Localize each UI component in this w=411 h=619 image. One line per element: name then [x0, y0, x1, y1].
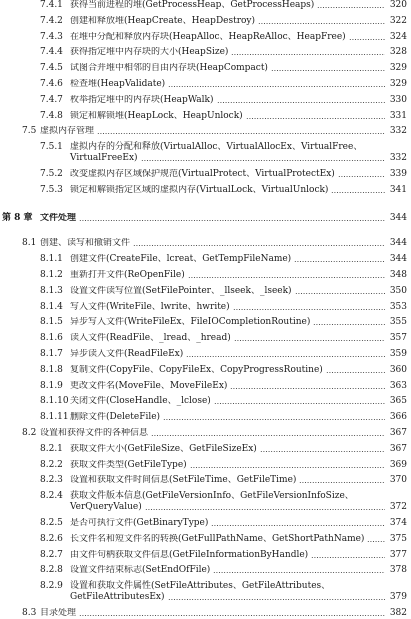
toc-leader-dots	[313, 324, 385, 325]
toc-number: 8.1.11	[40, 412, 69, 423]
toc-page-number: 329	[389, 63, 407, 74]
toc-leader-dots	[246, 118, 385, 119]
toc-leader-dots	[331, 192, 385, 193]
toc-title: 设置和获取文件属性(SetFileAttributes、GetFileAttributes、GetFileAttributesEx)	[70, 581, 331, 603]
toc-number: 8.1.10	[40, 396, 69, 407]
toc-title: 读入文件(ReadFile、_lread、_hread)	[70, 333, 231, 344]
toc-title: 创建文件(CreateFile、lcreat、GetTempFileName)	[70, 254, 292, 265]
toc-title: 设置文件结束标志(SetEndOfFile)	[70, 565, 211, 576]
toc-page-number: 339	[389, 169, 407, 179]
toc-subsection	[0, 491, 411, 513]
toc-leader-dots	[213, 572, 385, 573]
toc-page-number: 331	[389, 110, 407, 121]
toc-subsection	[0, 142, 411, 164]
toc-subsection	[0, 32, 411, 43]
toc-title: 关闭文件(CloseHandle、_lclose)	[70, 396, 211, 407]
toc-title: 获得指定堆中内存块的大小(HeapSize)	[70, 47, 229, 58]
toc-title: 设置和获取文件时间信息(SetFileTime、GetFileTime)	[70, 475, 297, 486]
toc-number: 7.4.1	[40, 0, 63, 10]
toc-title: 是否可执行文件(GetBinaryType)	[70, 518, 209, 528]
toc-number: 第 8 章	[2, 212, 33, 223]
toc-subsection	[0, 581, 411, 603]
toc-number: 7.4.7	[40, 94, 63, 105]
toc-title: 锁定和解锁堆(HeapLock、HeapUnlock)	[70, 110, 243, 121]
toc-page-number: 353	[389, 301, 407, 312]
toc-title: 更改文件名(MoveFile、MoveFileEx)	[70, 380, 228, 391]
toc-leader-dots	[349, 39, 385, 40]
toc-title: 长文件名和短文件名的转换(GetFullPathName、GetShortPathName)	[70, 533, 365, 544]
toc-subsection	[0, 365, 411, 376]
toc-subsection	[0, 475, 411, 486]
toc-title: 枚举指定堆中的内存块(HeapWalk)	[70, 94, 214, 105]
toc-subsection	[0, 381, 411, 392]
toc-leader-dots	[168, 599, 386, 600]
toc-number: 7.4.8	[40, 110, 63, 121]
toc-number: 7.5.2	[40, 169, 63, 179]
toc-subsection	[0, 534, 411, 545]
toc-title: 虚拟内存的分配和释放(VirtualAlloc、VirtualAllocEx、VirtualFree、VirtualFreeEx)	[70, 142, 363, 164]
toc-page-number: 372	[389, 502, 407, 513]
toc-number: 7.5.3	[40, 184, 63, 195]
toc-leader-dots	[317, 7, 385, 8]
toc-page-number: 382	[389, 608, 407, 618]
toc-page-number: 350	[389, 285, 407, 296]
toc-leader-dots	[141, 160, 385, 161]
toc-page-number: 370	[389, 475, 407, 486]
toc-title: 在堆中分配和释放内存块(HeapAlloc、HeapReAlloc、HeapFree)	[70, 31, 346, 42]
toc-title: 异步读入文件(ReadFileEx)	[70, 349, 184, 359]
toc-leader-dots	[214, 403, 385, 404]
toc-subsection	[0, 317, 411, 328]
toc-number: 8.2.7	[40, 549, 63, 560]
toc-subsection	[0, 47, 411, 58]
toc-subsection	[0, 412, 411, 423]
toc-number: 8.1.9	[40, 380, 63, 391]
toc-title: 创建和释放堆(HeapCreate、HeapDestroy)	[70, 15, 256, 26]
toc-section	[0, 126, 411, 137]
toc-title: 试图合并堆中相邻的自由内存块(HeapCompact)	[70, 63, 268, 74]
toc-number: 8.2.5	[40, 518, 63, 528]
toc-number: 7.4.2	[40, 15, 63, 26]
toc-section	[0, 238, 411, 249]
toc-page-number: 374	[389, 518, 407, 528]
toc-number: 7.4.6	[40, 79, 63, 89]
toc-page-number: 324	[389, 31, 407, 42]
toc-subsection	[0, 254, 411, 265]
toc-page-number: 320	[389, 0, 407, 10]
toc-leader-dots	[234, 340, 385, 341]
toc-page-number: 359	[389, 349, 407, 359]
toc-number: 8.1.1	[40, 254, 63, 265]
toc-number: 8.2	[22, 428, 37, 438]
toc-leader-dots	[299, 482, 385, 483]
toc-page-number: 332	[389, 126, 407, 137]
toc-number: 8.1.8	[40, 364, 63, 375]
toc-leader-dots	[97, 133, 385, 134]
toc-page-number: 330	[389, 94, 407, 105]
toc-title: 检查堆(HeapValidate)	[70, 79, 166, 89]
toc-number: 7.5.1	[40, 142, 63, 153]
toc-subsection	[0, 444, 411, 455]
toc-subsection	[0, 169, 411, 180]
toc-number: 8.1.4	[40, 301, 63, 312]
toc-number: 8.1.3	[40, 285, 63, 296]
toc-page-number: 367	[389, 443, 407, 454]
toc-number: 8.2.6	[40, 533, 63, 544]
toc-number: 8.1.2	[40, 270, 63, 280]
toc-page-number: 363	[389, 380, 407, 391]
toc-title: 创建、读写和撤销文件	[40, 238, 131, 249]
toc-number: 8.2.8	[40, 565, 63, 576]
toc-leader-dots	[231, 54, 385, 55]
toc-page-number: 332	[389, 153, 407, 164]
toc-leader-dots	[294, 261, 385, 262]
toc-leader-dots	[168, 86, 385, 87]
toc-title: 锁定和解锁指定区域的虚拟内存(VirtualLock、VirtualUnlock)	[70, 184, 329, 195]
toc-number: 8.2.1	[40, 443, 63, 454]
toc-page-number: 341	[389, 184, 407, 195]
toc-page-number: 344	[389, 212, 407, 223]
toc-leader-dots	[326, 372, 385, 373]
toc-leader-dots	[145, 509, 385, 510]
toc-page-number: 328	[389, 47, 407, 58]
toc-leader-dots	[230, 388, 385, 389]
toc-title: 复制文件(CopyFile、CopyFileEx、CopyProgressRoutine)	[70, 364, 323, 375]
toc-page-number: 375	[389, 533, 407, 544]
toc-leader-dots	[367, 541, 385, 542]
toc-title: 重新打开文件(ReOpenFile)	[70, 270, 185, 280]
toc-subsection	[0, 16, 411, 27]
toc-page-number: 378	[389, 565, 407, 576]
toc-leader-dots	[217, 102, 386, 103]
toc-leader-dots	[133, 245, 385, 246]
toc-title: 设置和获得文件的各种信息	[40, 428, 149, 438]
toc-number: 8.1	[22, 238, 37, 249]
toc-leader-dots	[258, 23, 385, 24]
toc-number: 8.2.3	[40, 475, 63, 486]
toc-page-number: 344	[389, 254, 407, 265]
toc-title: 异步写入文件(WriteFileEx、FileIOCompletionRoutine)	[70, 317, 311, 328]
toc-subsection	[0, 95, 411, 106]
toc-section	[0, 428, 411, 439]
toc-leader-dots	[338, 176, 385, 177]
toc-subsection	[0, 111, 411, 122]
toc-page-number: 322	[389, 15, 407, 26]
toc-subsection	[0, 63, 411, 74]
toc-title: 获取文件版本信息(GetFileVersionInfo、GetFileVersionInfoSize、VerQueryValue)	[70, 491, 354, 513]
toc-leader-dots	[163, 419, 385, 420]
toc-subsection	[0, 333, 411, 344]
toc-number: 8.1.5	[40, 317, 63, 328]
toc-subsection	[0, 286, 411, 297]
toc-subsection	[0, 0, 411, 11]
toc-subsection	[0, 518, 411, 529]
toc-leader-dots	[311, 557, 385, 558]
toc-title: 写入文件(WriteFile、lwrite、hwrite)	[70, 301, 230, 312]
toc-leader-dots	[79, 615, 385, 616]
toc-title: 改变虚拟内存区域保护规范(VirtualProtect、VirtualProtectEx)	[70, 169, 335, 179]
toc-page-number: 360	[389, 364, 407, 375]
toc-title: 虚拟内存管理	[40, 126, 95, 137]
toc-subsection	[0, 349, 411, 360]
toc-number: 8.2.4	[40, 491, 63, 502]
toc-subsection	[0, 270, 411, 281]
toc-number: 8.1.7	[40, 349, 63, 359]
toc-subsection	[0, 79, 411, 90]
toc-page-number: 355	[389, 317, 407, 328]
toc-leader-dots	[186, 356, 385, 357]
toc-title: 文件处理	[40, 212, 77, 223]
toc-subsection	[0, 302, 411, 313]
toc-page-number: 329	[389, 79, 407, 89]
toc-leader-dots	[271, 70, 385, 71]
toc-title: 目录处理	[40, 608, 77, 618]
toc-title: 设置文件读写位置(SetFilePointer、_llseek、_lseek)	[70, 285, 292, 296]
toc-page-number: 379	[389, 592, 407, 603]
toc-page-number: 367	[389, 428, 407, 438]
toc-leader-dots	[233, 309, 385, 310]
toc-page-number: 344	[389, 238, 407, 249]
toc-number: 8.2.9	[40, 581, 63, 592]
toc-title: 由文件句柄获取文件信息(GetFileInformationByHandle)	[70, 549, 309, 560]
toc-number: 8.1.6	[40, 333, 63, 344]
toc-leader-dots	[211, 525, 385, 526]
toc-leader-dots	[79, 220, 385, 221]
toc-number: 8.2.2	[40, 459, 63, 470]
toc-subsection	[0, 550, 411, 561]
toc-subsection	[0, 460, 411, 471]
toc-leader-dots	[295, 293, 385, 294]
toc-number: 8.3	[22, 608, 37, 618]
toc-subsection	[0, 565, 411, 576]
toc-page-number: 369	[389, 459, 407, 470]
toc-leader-dots	[190, 467, 385, 468]
toc-title: 删除文件(DeleteFile)	[70, 412, 161, 423]
toc-page-number: 377	[389, 549, 407, 560]
toc-chapter	[0, 213, 411, 224]
toc-leader-dots	[260, 451, 385, 452]
toc-subsection	[0, 396, 411, 407]
toc-subsection	[0, 185, 411, 196]
toc-page-number: 357	[389, 333, 407, 344]
toc-title: 获取文件类型(GetFileType)	[70, 459, 187, 470]
toc-number: 7.4.4	[40, 47, 63, 58]
toc-number: 7.4.3	[40, 31, 63, 42]
toc-title: 获得当前进程的堆(GetProcessHeap、GetProcessHeaps)	[70, 0, 315, 10]
toc-title: 获取文件大小(GetFileSize、GetFileSizeEx)	[70, 443, 257, 454]
toc-page-number: 365	[389, 396, 407, 407]
toc-page-number: 366	[389, 412, 407, 423]
toc-leader-dots	[151, 435, 385, 436]
toc-leader-dots	[188, 277, 385, 278]
toc-page-number: 348	[389, 270, 407, 280]
toc-number: 7.5	[22, 126, 37, 137]
toc-number: 7.4.5	[40, 63, 63, 74]
toc-section	[0, 608, 411, 619]
